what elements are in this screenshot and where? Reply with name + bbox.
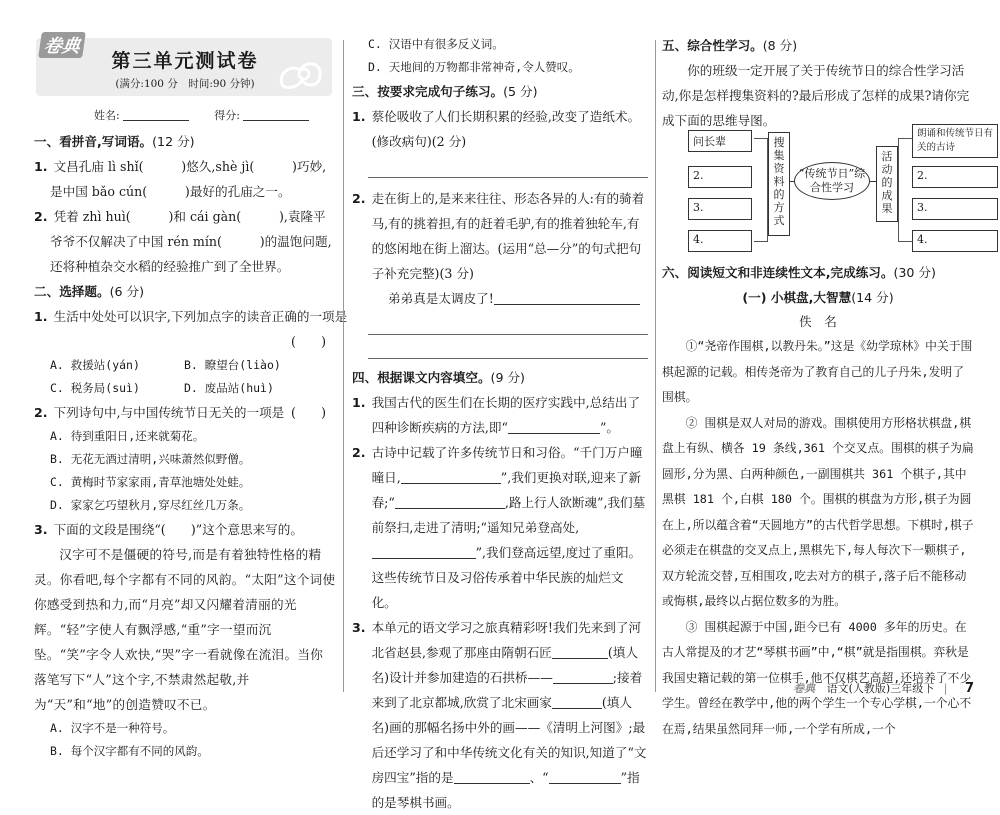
section-2-title: 二、选择题。(6 分)	[34, 284, 144, 299]
choice2-b: B. 无花无酒过清明,兴味萧然似野僧。	[50, 452, 251, 466]
footer-logo: 卷典	[793, 682, 816, 695]
q2-line1: 凭着 zhì huì( )和 cái gàn( ),袁隆平	[53, 209, 326, 224]
fill3-blank-b[interactable]	[553, 669, 613, 684]
column-divider-2	[655, 40, 656, 692]
fill2-blank-c[interactable]	[372, 544, 476, 559]
mm-left-4[interactable]: 4.	[688, 230, 752, 252]
section-4-title: 四、根据课文内容填空。(9 分)	[352, 370, 525, 385]
choice1-d: D. 废品站(huì)	[184, 381, 274, 395]
fill2-blank-a[interactable]	[401, 469, 501, 484]
choice3-passage: 汉字可不是僵硬的符号,而是有着独特性格的精灵。你看吧,每个字都有不同的风韵。“太阳”这个词使你感受到热和力,而“月亮”却又闪耀着清丽的光辉。“轻”字使人有飘浮感,“重”字一望而沉坠。“笑”字令人欢快,“哭”字一看就像在流泪。当你落笔写下“人”这个字,不禁肃然起敬,并为“天”和“地”的创造赞叹不已。	[34, 547, 336, 712]
mm-right-1: 朗诵和传统节日有关的古诗	[912, 124, 998, 158]
mm-right-brace	[898, 138, 912, 242]
choice3-b: B. 每个汉字都有不同的风韵。	[50, 744, 209, 758]
page-number: 7	[964, 681, 974, 696]
choice2-a: A. 待到重阳日,还来就菊花。	[50, 429, 205, 443]
page-title: 第三单元测试卷	[111, 50, 259, 72]
sentence2-lead: 弟弟真是太调皮了!	[388, 291, 494, 306]
fill3-text: 本单元的语文学习之旅真精彩呀!我们先来到了河北省赵县,参观了那座由隋朝石匠 (填人名)设计并参加建造的石拱桥—— ;接着来到了北京都城,欣赏了北宋画家 (填人名)画的那幅名扬中外的画——《清明上河图》;最后还学习了和中华传统文化有关的知识,知道了“文房四宝”指的是 、“ ”指的是琴棋书画。	[371, 620, 647, 810]
mm-right-3[interactable]: 3.	[912, 198, 998, 220]
reading1-author: 佚 名	[799, 314, 837, 329]
section-1-title: 一、看拼音,写词语。(12 分)	[34, 134, 195, 149]
sentence1-answer-line[interactable]	[368, 154, 648, 178]
fill1-blank[interactable]	[508, 419, 600, 434]
choice2-answer[interactable]: ( )	[290, 405, 326, 420]
sentence2-blank[interactable]	[494, 290, 640, 305]
mm-left-brace	[754, 138, 768, 242]
mm-right-4[interactable]: 4.	[912, 230, 998, 252]
score-field[interactable]	[243, 106, 309, 121]
sentence2-answer-line-2[interactable]	[368, 335, 648, 359]
section-3-title: 三、按要求完成句子练习。(5 分)	[352, 84, 538, 99]
sentence2-answer-line-1[interactable]	[368, 311, 648, 335]
mind-map	[682, 120, 994, 260]
brand-logo: 卷典	[38, 32, 86, 58]
sentence1-text: 蔡伦吸收了人们长期积累的经验,改变了造纸术。(修改病句)(2 分)	[371, 109, 641, 149]
fill3-blank-e[interactable]	[510, 769, 530, 784]
fill2-blank-b[interactable]	[395, 494, 505, 509]
fill3-blank-a[interactable]	[552, 644, 608, 659]
choice2-d: D. 家家乞巧望秋月,穿尽红丝几万条。	[50, 498, 251, 512]
choice1-stem: 生活中处处可以识字,下列加点字的读音正确的一项是	[53, 309, 348, 324]
page-subtitle: (满分:100 分 时间:90 分钟)	[115, 78, 255, 90]
section-5-prompt: 你的班级一定开展了关于传统节日的综合性学习活动,你是怎样搜集资料的?最后形成了怎样的成果?请你完成下面的思维导图。	[662, 63, 970, 128]
choice1-a: A. 救援站(yán)	[50, 358, 140, 372]
fill2-text: 古诗中记载了许多传统节日和习俗。“千门万户曈曈日, ”,我们更换对联,迎来了新春;“ ,路上行人欲断魂”,我们墓前祭扫,走进了清明;“遥知兄弟登高处,”,我们登高远望,度过了重阳。这些传统节日及习俗传承着中华民族的灿烂文化。	[371, 445, 646, 610]
q1-line2: 是中国 bǎo cún( )最好的孔庙之一。	[50, 184, 291, 199]
choice3-a: A. 汉字不是一种符号。	[50, 721, 175, 735]
column-middle: C. 汉语中有很多反义词。 D. 天地间的万物都非常神奇,令人赞叹。 三、按要求完成句子练习。(5 分) 1. 蔡伦吸收了人们长期积累的经验,改变了造纸术。(修改病句)(2 分) 2. 走在街上的,是来来往往、形态各异的人:有的骑着马,有的挑着担,有的赶着毛驴,有的推着独轮车,有的悠闲地在街上溜达。(运用“总—分”的句式把句子补充完整)(3 分) 弟弟真是太调皮了! 四、根据课文内容填空。(9 分) 1. 我国古代的医生们在长期的医疗实践中,总结出了四种诊断疾病的方法,即“ ”。 2. 古诗中记载了许多传统节日和习俗。“千门万户曈曈日, ”,我们更换对联,迎来了新春;“ ,路上行人欲断魂”,我们墓前祭扫,走进了清明;“遥知兄弟登高处,”,我们登高远望,度过了重阳。这些传统节日及习俗传承着中华民族的灿烂文化。 3. 本单元的语文学习之旅真精彩呀!我们先来到了河北省赵县,参观了那座由隋朝石匠 (填人名)设计并参加建造的石拱桥—— ;接着来到了北京都城,欣赏了北宋画家 (填人名)画的那幅名扬中外的画——《清明上河图》;最后还学习了和中华传统文化有关的知识,知道了“文房四宝”指的是 、“ ”指的是琴棋书画。	[352, 0, 648, 706]
mm-left-2[interactable]: 2.	[688, 166, 752, 188]
reading1-para2: ② 围棋是双人对局的游戏。围棋使用方形格状棋盘,棋盘上有纵、横各 19 条线,361 个交叉点。围棋的棋子为扁圆形,分为黑、白两种颜色,一副围棋共 361 个棋子,其中黑棋 181 个,白棋 180 个。围棋的棋盘为方形,棋子为圆在上,所以蕴含着“天圆地方”的古代哲学思想。下棋时,棋子必须走在棋盘的交叉点上,黑棋先下,每人每次下一颗棋子,双方轮流交替,互相围攻,吃去对方的棋子,落子后不能移动或悔棋,最终以占据位数多的为胜。	[662, 415, 974, 608]
choice3-d: D. 天地间的万物都非常神奇,令人赞叹。	[368, 60, 580, 74]
fill3-blank-d[interactable]	[454, 769, 510, 784]
footer-book: 语文(人教版)三年级下	[826, 682, 935, 695]
fill1-text: 我国古代的医生们在长期的医疗实践中,总结出了四种诊断疾病的方法,即“ ”。	[371, 395, 641, 435]
page-footer	[793, 680, 974, 696]
fill3-blank-c[interactable]	[552, 694, 602, 709]
choice1-c: C. 税务局(suì)	[50, 381, 140, 395]
section-5-title: 五、综合性学习。(8 分)	[662, 38, 798, 53]
mm-right-2[interactable]: 2.	[912, 166, 998, 188]
choice1-b: B. 瞭望台(liào)	[184, 358, 281, 372]
fill3-blank-f[interactable]	[549, 769, 621, 784]
choice2-stem: 下列诗句中,与中国传统节日无关的一项是	[53, 405, 285, 420]
column-left: 第三单元测试卷 (满分:100 分 时间:90 分钟) 姓名: 得分: 一、看拼音,写词语。(12 分) 1. 文昌孔庙 lì shǐ( )悠久,shè jì( )巧妙, 是中国 bǎo cún( )最好的孔庙之一。 2. 凭着 zhì huì( )和 cái gàn( ),袁隆平 爷爷不仅解决了中国 rén mín( )的温饱问题, 还将种植杂交水稻的经验推广到了全世界。 二、选择题。(6 分) 1. 生活中处处可以识字,下列加点字的读音正确的一项是 ( ) A. 救援站(yán) B. 瞭望台(liào) C. 税务局(suì) D. 废品站(huì) 2. 下列诗句中,与中国传统节日无关的一项是 ( ) A. 待到重阳日,还来就菊花。 B. 无花无酒过清明,兴味萧然似野僧。 C. 黄梅时节家家雨,青草池塘处处蛙。 D. 家家乞巧望秋月,穿尽红丝几万条。 3. 下面的文段是围绕“( )”这个意思来写的。 汉字可不是僵硬的符号,而是有着独特性格的精灵。你看吧,每个字都有不同的风韵。“太阳”这个词使你感受到热和力,而“月亮”却又闪耀着清丽的光辉。“轻”字使人有飘浮感,“重”字一望而沉坠。“笑”字令人欢快,“哭”字一看就像在流泪。当你落笔写下“人”这个字,不禁肃然起敬,并为“天”和“地”的创造赞叹不已。 A. 汉字不是一种符号。 B. 每个汉字都有不同的风韵。	[34, 0, 336, 706]
choice2-c: C. 黄梅时节家家雨,青草池塘处处蛙。	[50, 475, 251, 489]
footer-separator: |	[943, 682, 948, 695]
q1-line1: 文昌孔庙 lì shǐ( )悠久,shè jì( )巧妙,	[53, 159, 327, 174]
column-right	[662, 0, 994, 736]
reading1-para1: ①“尧帝作围棋,以教丹朱。”这是《幼学琼林》中关于围棋起源的记载。相传尧帝为了教育自己的儿子丹朱,发明了围棋。	[662, 339, 973, 404]
q2-line2: 爷爷不仅解决了中国 rén mín( )的温饱问题,	[50, 234, 332, 249]
mm-left-1: 问长辈	[688, 130, 752, 152]
name-score-row	[94, 106, 309, 123]
mm-left-3[interactable]: 3.	[688, 198, 752, 220]
choice1-answer[interactable]: ( )	[290, 334, 326, 349]
choice3-c: C. 汉语中有很多反义词。	[368, 37, 504, 51]
name-label: 姓名:	[94, 109, 120, 122]
column-divider-1	[343, 40, 344, 692]
section-6-title: 六、阅读短文和非连续性文本,完成练习。(30 分)	[662, 265, 936, 280]
choice3-stem: 下面的文段是围绕“( )”这个意思来写的。	[53, 522, 303, 537]
mm-left-category: 搜集资料的方式	[768, 132, 790, 236]
q2-line3: 还将种植杂交水稻的经验推广到了全世界。	[50, 259, 290, 274]
reading1-para3: ③ 围棋起源于中国,距今已有 4000 多年的历史。在古人常提及的才艺“琴棋书画”中,“棋”就是指围棋。弈秋是我国史籍记载的第一位棋手,他不仅棋艺高超,还培养了不少学生。曾经在教学中,他的两个学生一个专心学棋,一个心不在焉,结果虽然同拜一师,一个学有所成,一个	[662, 619, 972, 736]
reading1-title: (一) 小棋盘,大智慧(14 分)	[742, 290, 894, 305]
score-label: 得分:	[214, 109, 240, 122]
name-field[interactable]	[123, 106, 189, 121]
mm-center: “传统节日”综合性学习	[794, 162, 870, 200]
sentence2-text: 走在街上的,是来来往往、形态各异的人:有的骑着马,有的挑着担,有的赶着毛驴,有的推着独轮车,有的悠闲地在街上溜达。(运用“总—分”的句式把句子补充完整)(3 分)	[371, 191, 645, 281]
mm-right-category: 活动的成果	[876, 146, 898, 222]
